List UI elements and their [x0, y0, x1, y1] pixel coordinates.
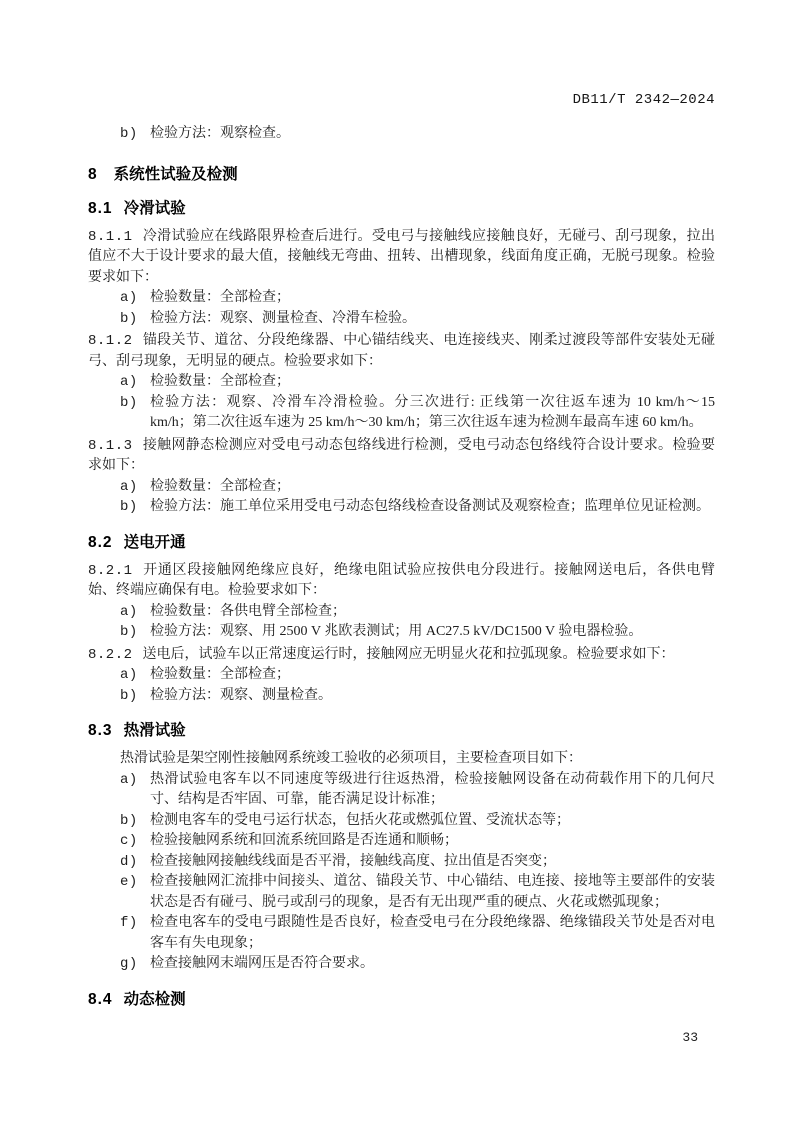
list-marker: e) [120, 874, 138, 890]
page-number: 33 [682, 1030, 698, 1045]
subsection-heading-8-2 [88, 533, 715, 552]
list-marker: g) [120, 956, 138, 972]
list-item [88, 686, 715, 707]
list-item [88, 770, 715, 811]
heading-number: 8.1 [88, 199, 113, 217]
heading-title: 热滑试验 [123, 722, 186, 739]
list-item [88, 309, 715, 330]
list-text: 检验数量：全部检查； [150, 374, 290, 389]
clause-number: 8.2.1 [88, 562, 133, 579]
list-item [88, 622, 715, 643]
list-item [88, 665, 715, 686]
list-marker: d) [120, 853, 138, 870]
subsection-heading-8-3 [88, 721, 715, 740]
list-marker: b) [120, 687, 138, 704]
section-heading-8 [88, 165, 715, 184]
list-text: 检验数量：全部检查； [150, 478, 290, 494]
list-text: 检测电客车的受电弓运行状态，包括火花或燃弧位置、受流状态等； [150, 812, 570, 828]
list-item [88, 913, 715, 954]
list-marker: c) [120, 833, 138, 849]
clause-number: 8.2.2 [88, 646, 133, 663]
list-item [88, 497, 715, 518]
list-text: 检查接触网末端网压是否符合要求。 [150, 956, 374, 971]
list-text: 检查电客车的受电弓跟随性是否良好，检查受电弓在分段绝缘器、绝缘锚段关节处是否对电客车有失电现象； [150, 915, 715, 951]
list-text: 检验接触网系统和回流系统回路是否连通和顺畅； [150, 833, 458, 848]
clause-number: 8.1.3 [88, 437, 133, 454]
list-text: 检验方法：观察、测量检查、冷滑车检验。 [150, 310, 416, 326]
heading-number: 8.2 [88, 533, 113, 551]
subsection-heading-8-4 [88, 990, 715, 1009]
list-item [88, 477, 715, 498]
clause-text: 锚段关节、道岔、分段绝缘器、中心锚结线夹、电连接线夹、刚柔过渡段等部件安装处无碰弓、刮弓现象，无明显的硬点。检验要求如下： [88, 333, 715, 369]
clause-8-1-3 [88, 436, 715, 477]
list-text: 检验方法：观察、测量检查。 [150, 687, 332, 703]
heading-title: 动态检测 [123, 990, 186, 1008]
list-text: 热滑试验电客车以不同速度等级进行往返热滑，检验接触网设备在动荷载作用下的几何尺寸、结构是否牢固、可靠，能否满足设计标准； [150, 771, 715, 807]
list-item [88, 393, 715, 434]
list-item [88, 872, 715, 913]
page-content [88, 124, 715, 1018]
clause-text: 冷滑试验应在线路限界检查后进行。受电弓与接触线应接触良好，无碰弓、刮弓现象，拉出值应不大于设计要求的最大值，接触线无弯曲、扭转、出槽现象，线面角度正确，无脱弓现象。检验要求如下： [88, 228, 715, 285]
list-text: 检查接触网接触线线面是否平滑，接触线高度、拉出值是否突变； [150, 853, 556, 869]
standard-code: DB11/T 2342—2024 [572, 92, 715, 108]
heading-number: 8 [88, 165, 98, 183]
list-text: 检验方法：观察、用 2500 V 兆欧表测试；用 AC27.5 kV/DC1500 V 验电器检验。 [150, 624, 643, 639]
clause-8-1-2 [88, 331, 715, 372]
list-marker: b) [120, 310, 138, 327]
heading-title: 冷滑试验 [123, 199, 186, 217]
list-text: 检验数量：全部检查； [150, 667, 290, 682]
list-item [88, 831, 715, 852]
clause-8-1-1 [88, 227, 715, 289]
clause-8-2-1 [88, 561, 715, 602]
list-item [88, 811, 715, 832]
list-text: 检验方法：施工单位采用受电弓动态包络线检查设备测试及观察检查；监理单位见证检测。 [150, 499, 710, 514]
subsection-heading-8-1 [88, 199, 715, 218]
page-header [88, 92, 715, 108]
list-marker: a) [120, 771, 138, 788]
heading-title: 系统性试验及检测 [113, 165, 238, 183]
list-marker: a) [120, 603, 138, 620]
clause-number: 8.1.2 [88, 333, 133, 349]
list-text: 检查接触网汇流排中间接头、道岔、锚段关节、中心锚结、电连接、接地等主要部件的安装状态是否有碰弓、脱弓或刮弓的现象，是否有无出现严重的硬点、火花或燃弧现象； [150, 874, 715, 910]
list-marker: a) [120, 667, 138, 683]
clause-text: 开通区段接触网绝缘应良好，绝缘电阻试验应按供电分段进行。接触网送电后，各供电臂始、终端应确保有电。检验要求如下： [88, 562, 715, 598]
clause-8-2-2 [88, 645, 715, 666]
list-item [88, 852, 715, 873]
list-item [88, 124, 715, 145]
list-marker: a) [120, 290, 138, 306]
heading-number: 8.3 [88, 722, 113, 739]
list-item [88, 372, 715, 393]
list-text: 检验数量：各供电臂全部检查； [150, 603, 346, 619]
list-marker: b) [120, 126, 138, 142]
intro-paragraph: 热滑试验是架空刚性接触网系统竣工验收的必须项目，主要检查项目如下： [120, 751, 582, 766]
list-marker: a) [120, 478, 138, 495]
list-text: 检验数量：全部检查； [150, 290, 290, 305]
list-item [88, 954, 715, 975]
list-marker: f) [120, 915, 138, 931]
list-marker: b) [120, 499, 138, 515]
list-marker: a) [120, 374, 138, 390]
heading-number: 8.4 [88, 990, 113, 1008]
list-marker: b) [120, 394, 138, 411]
list-marker: b) [120, 812, 138, 829]
list-marker: b) [120, 624, 138, 640]
list-item [88, 288, 715, 309]
list-item [88, 602, 715, 623]
clause-text: 接触网静态检测应对受电弓动态包络线进行检测，受电弓动态包络线符合设计要求。检验要求如下： [88, 437, 715, 473]
heading-title: 送电开通 [123, 533, 186, 551]
clause-number: 8.1.1 [88, 228, 133, 245]
clause-text: 送电后，试验车以正常速度运行时，接触网应无明显火花和拉弧现象。检验要求如下： [142, 646, 675, 662]
list-text: 检验方法：观察、冷滑车冷滑检验。分三次进行: 正线第一次往返车速为 10 km/h～15 km/h；第二次往返车速为 25 km/h～30 km/h；第三次往返车速为检测车最高车速 60 km/h。 [150, 394, 715, 430]
list-text: 检验方法：观察检查。 [150, 126, 290, 141]
